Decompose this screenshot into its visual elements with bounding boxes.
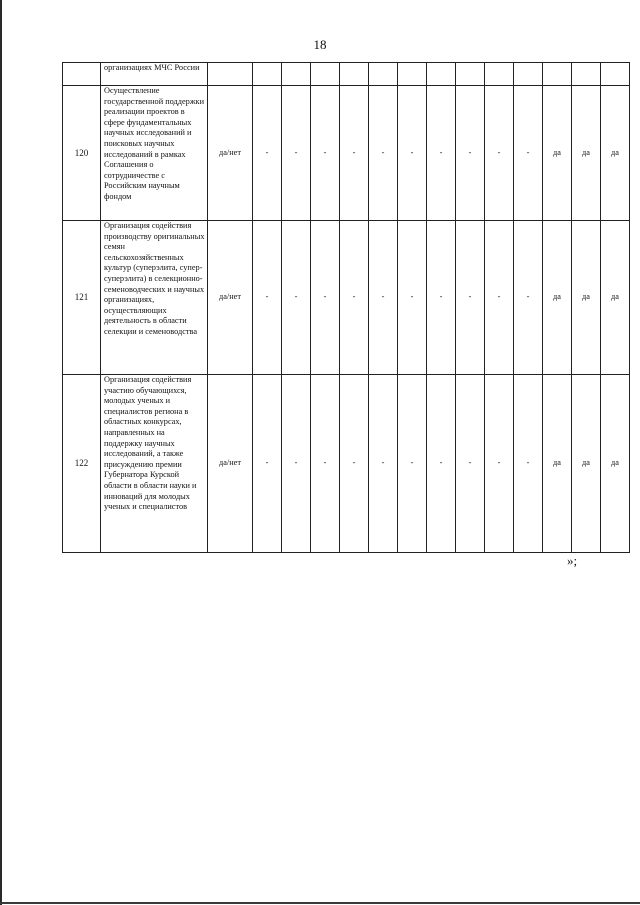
row-value-11: да (543, 221, 572, 375)
row-value-7 (427, 63, 456, 86)
row-value-6: - (398, 375, 427, 553)
row-value-10: - (514, 221, 543, 375)
row-description: Организация содействия участию обучающихся, молодых ученых и специалистов региона в областных конкурсах, направленных на поддержку научных исследований, а также присуждению премии Губернатора Курской области в области науки и инноваций для молодых ученых и специалистов (101, 375, 208, 553)
row-value-10 (514, 63, 543, 86)
row-value-2: - (282, 86, 311, 221)
row-value-5: - (369, 221, 398, 375)
row-unit: да/нет (208, 86, 253, 221)
row-value-4: - (340, 86, 369, 221)
row-value-9: - (485, 86, 514, 221)
scan-bottom-edge (0, 902, 640, 904)
row-value-7: - (427, 375, 456, 553)
scan-left-edge (0, 0, 2, 905)
row-value-2: - (282, 375, 311, 553)
indicator-table (62, 62, 630, 553)
row-value-4 (340, 63, 369, 86)
row-value-1: - (253, 375, 282, 553)
row-value-9 (485, 63, 514, 86)
row-value-8: - (456, 375, 485, 553)
row-value-9: - (485, 375, 514, 553)
row-description: Организация содействия производству оригинальных семян сельскохозяйственных культур (суперэлита, супер-суперэлита) в селекционно-семеноводческих и научных организациях, осуществляющих деятельность в области селекции и семеноводства (101, 221, 208, 375)
row-value-4: - (340, 221, 369, 375)
table-row (63, 63, 630, 86)
row-value-12: да (572, 221, 601, 375)
table-row (63, 221, 630, 375)
row-number: 122 (63, 375, 101, 553)
row-description: организациях МЧС России (101, 63, 208, 86)
row-number (63, 63, 101, 86)
row-value-11: да (543, 86, 572, 221)
row-value-10: - (514, 375, 543, 553)
row-unit (208, 63, 253, 86)
row-value-6 (398, 63, 427, 86)
row-value-5 (369, 63, 398, 86)
row-number: 120 (63, 86, 101, 221)
row-value-3: - (311, 375, 340, 553)
table-row (63, 375, 630, 553)
row-value-5: - (369, 86, 398, 221)
row-value-13: да (601, 221, 630, 375)
row-value-1: - (253, 221, 282, 375)
row-description: Осуществление государственной поддержки реализации проектов в сфере фундаментальных научных исследований и поисковых научных исследований в рамках Соглашения о сотрудничестве с Российским научным фондом (101, 86, 208, 221)
row-value-1 (253, 63, 282, 86)
row-value-11: да (543, 375, 572, 553)
closing-quote: »; (567, 553, 578, 568)
page-number: 18 (313, 37, 327, 52)
row-value-13 (601, 63, 630, 86)
row-value-2: - (282, 221, 311, 375)
row-value-13: да (601, 375, 630, 553)
row-number: 121 (63, 221, 101, 375)
row-value-10: - (514, 86, 543, 221)
row-value-3: - (311, 86, 340, 221)
row-value-5: - (369, 375, 398, 553)
row-value-3 (311, 63, 340, 86)
row-value-3: - (311, 221, 340, 375)
row-value-8 (456, 63, 485, 86)
row-value-12: да (572, 375, 601, 553)
row-value-12 (572, 63, 601, 86)
row-value-9: - (485, 221, 514, 375)
row-value-2 (282, 63, 311, 86)
row-value-7: - (427, 221, 456, 375)
row-unit: да/нет (208, 221, 253, 375)
row-value-1: - (253, 86, 282, 221)
row-value-13: да (601, 86, 630, 221)
row-value-4: - (340, 375, 369, 553)
row-value-12: да (572, 86, 601, 221)
row-value-8: - (456, 221, 485, 375)
row-value-11 (543, 63, 572, 86)
table-row (63, 86, 630, 221)
row-value-7: - (427, 86, 456, 221)
row-value-6: - (398, 86, 427, 221)
row-unit: да/нет (208, 375, 253, 553)
row-value-8: - (456, 86, 485, 221)
row-value-6: - (398, 221, 427, 375)
